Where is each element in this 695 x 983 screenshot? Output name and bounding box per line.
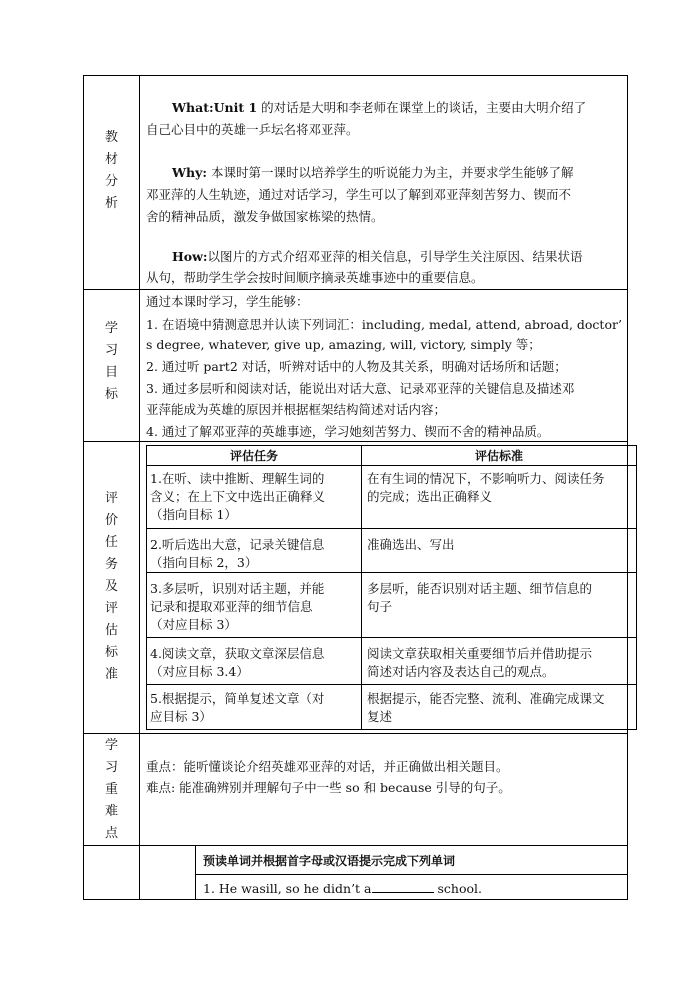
table-border-bottom	[83, 899, 628, 900]
task-1	[150, 470, 360, 524]
task-3-line: 记录和提取邓亚萍的细节信息	[150, 599, 313, 614]
criteria-4-line: 简述对话内容及表达自己的观点。	[367, 664, 555, 679]
objective-3-line2: 亚萍能成为英雄的原因并根据框架结构简述对话内容；	[146, 402, 447, 417]
criteria-2-line: 准确选出、写出	[367, 537, 455, 552]
table-border-top	[83, 75, 628, 76]
task-1-line: 含义；在上下文中选出正确释义	[150, 489, 326, 504]
label-char: 教	[104, 130, 118, 145]
row-divider-4	[83, 845, 628, 846]
label-char: 重	[104, 782, 118, 797]
task-5-line: 应目标 3）	[150, 709, 212, 724]
label-char: 材	[104, 152, 118, 167]
how-key: How:	[172, 249, 208, 264]
inner-row-divider	[146, 684, 637, 685]
criteria-3	[367, 580, 635, 616]
inner-table-bottom	[146, 729, 637, 730]
label-char: 目	[104, 365, 118, 380]
inner-table-right	[636, 445, 637, 730]
task-4-line: （对应目标 3.4）	[150, 664, 249, 679]
criteria-1-line: 在有生词的情况下，不影响听力、阅读任务	[367, 471, 605, 486]
label-char: 及	[104, 579, 118, 594]
label-char: 点	[104, 826, 118, 841]
task-5	[150, 690, 360, 726]
objectives-intro: 通过本课时学习，学生能够：	[146, 294, 309, 309]
key-focus: 重点：能听懂谈论介绍英雄邓亚萍的对话，并正确做出相关题目。	[146, 759, 509, 774]
why-text: 本课时第一课时以培养学生的听说能力为主，并要求学生能够了解	[207, 165, 574, 180]
criteria-2	[367, 536, 635, 554]
label-char: 价	[104, 513, 118, 528]
how-text: 以图片的方式介绍邓亚萍的相关信息，引导学生关注原因、结果状语	[207, 249, 583, 264]
inner-row-divider	[146, 637, 637, 638]
objective-1-line2: s degree, whatever, give up, amazing, will, victory, simply 等；	[146, 337, 541, 352]
why-paragraph-line3: 舍的精神品质，激发争做国家栋梁的热情。	[146, 209, 384, 224]
what-paragraph-line2: 自己心目中的英雄一乒坛名将邓亚萍。	[146, 122, 359, 137]
inner-table-top	[146, 445, 637, 446]
how-paragraph-line2: 从句，帮助学生学会按时间顺序摘录英雄事迹中的重要信息。	[146, 270, 484, 285]
inner-row-divider	[146, 528, 637, 529]
row-label-objectives	[84, 318, 139, 406]
criteria-3-line: 多层听，能否识别对话主题、细节信息的	[367, 581, 593, 596]
what-text: 的对话是大明和李老师在课堂上的谈话，主要由大明介绍了	[261, 100, 587, 115]
label-char: 习	[104, 760, 118, 775]
label-char: 分	[104, 174, 118, 189]
task-2-line: （指向目标 2，3）	[150, 555, 258, 570]
header-task: 评估任务	[229, 449, 278, 463]
inner-table-left	[146, 445, 147, 730]
inner-table-mid-divider	[361, 445, 362, 730]
task-4	[150, 645, 360, 681]
criteria-1-line: 的完成；选出正确释义	[367, 489, 493, 504]
task-3-line: 3.多层听，识别对话主题，并能	[150, 581, 325, 596]
preview-inner-divider	[195, 845, 196, 900]
criteria-5-line: 复述	[367, 709, 393, 724]
question-1-before: 1. He wasill, so he didn’t a	[203, 881, 372, 896]
preview-question-1	[203, 880, 482, 898]
task-5-line: 5.根据提示，简单复述文章（对	[150, 691, 325, 706]
objective-1-line1: 1. 在语境中猜测意思并认读下列词汇：including, medal, attend, abroad, doctor’	[146, 317, 622, 332]
task-2-line: 2.听后选出大意，记录关键信息	[150, 537, 325, 552]
objective-3-line1: 3. 通过多层听和阅读对话，能说出对话大意、记录邓亚萍的关键信息及描述邓	[146, 381, 575, 396]
task-1-line: 1.在听、读中推断、理解生词的	[150, 471, 325, 486]
row-divider-1	[83, 289, 628, 290]
how-paragraph-line1	[146, 248, 583, 266]
criteria-5-line: 根据提示，能否完整、流利、准确完成课文	[367, 691, 605, 706]
criteria-3-line: 句子	[367, 599, 393, 614]
why-paragraph-line1	[146, 164, 574, 182]
question-1-after: school.	[433, 881, 482, 896]
row-label-analysis	[84, 127, 139, 215]
task-3-line: （对应目标 3）	[150, 617, 237, 632]
label-char: 难	[104, 804, 118, 819]
label-char: 标	[104, 645, 118, 660]
task-3	[150, 580, 360, 634]
row-label-assessment	[84, 488, 139, 686]
label-char: 准	[104, 667, 118, 682]
objective-2: 2. 通过听 part2 对话，听辨对话中的人物及其关系，明确对话场所和话题；	[146, 359, 567, 374]
task-2	[150, 536, 360, 572]
header-criteria: 评估标准	[474, 449, 523, 463]
inner-row-divider	[146, 465, 637, 466]
key-difficulty: 难点: 能准确辨别并理解句子中一些 so 和 because 引导的句子。	[146, 780, 511, 795]
what-key: What:Unit 1	[172, 100, 258, 115]
label-char: 务	[104, 557, 118, 572]
preview-row-divider	[195, 874, 628, 875]
objective-4: 4. 通过了解邓亚萍的英雄事迹，学习她刻苦努力、锲而不舍的精神品质。	[146, 424, 550, 439]
preview-title: 预读单词并根据首字母或汉语提示完成下列单词	[203, 854, 456, 868]
answer-blank[interactable]	[372, 880, 434, 893]
label-char: 析	[104, 196, 118, 211]
inner-row-divider	[146, 572, 637, 573]
label-column-divider	[139, 75, 140, 900]
label-char: 标	[104, 387, 118, 402]
label-char: 习	[104, 343, 118, 358]
label-char: 学	[104, 738, 118, 753]
criteria-1	[367, 470, 635, 506]
what-paragraph-line1	[146, 99, 586, 117]
label-char: 评	[104, 491, 118, 506]
label-char: 估	[104, 623, 118, 638]
label-char: 任	[104, 535, 118, 550]
criteria-4-line: 阅读文章获取相关重要细节后并借助提示	[367, 646, 593, 661]
why-key: Why:	[172, 165, 208, 180]
label-char: 评	[104, 601, 118, 616]
task-4-line: 4.阅读文章，获取文章深层信息	[150, 646, 325, 661]
task-1-line: （指向目标 1）	[150, 507, 237, 522]
why-paragraph-line2: 邓亚萍的人生轨迹，通过对话学习，学生可以了解到邓亚萍刻苦努力、锲而不	[146, 187, 572, 202]
row-label-key-points	[84, 735, 139, 845]
label-char: 学	[104, 321, 118, 336]
criteria-4	[367, 645, 635, 681]
row-divider-2	[83, 441, 628, 442]
criteria-5	[367, 690, 635, 726]
row-divider-3	[83, 733, 628, 734]
